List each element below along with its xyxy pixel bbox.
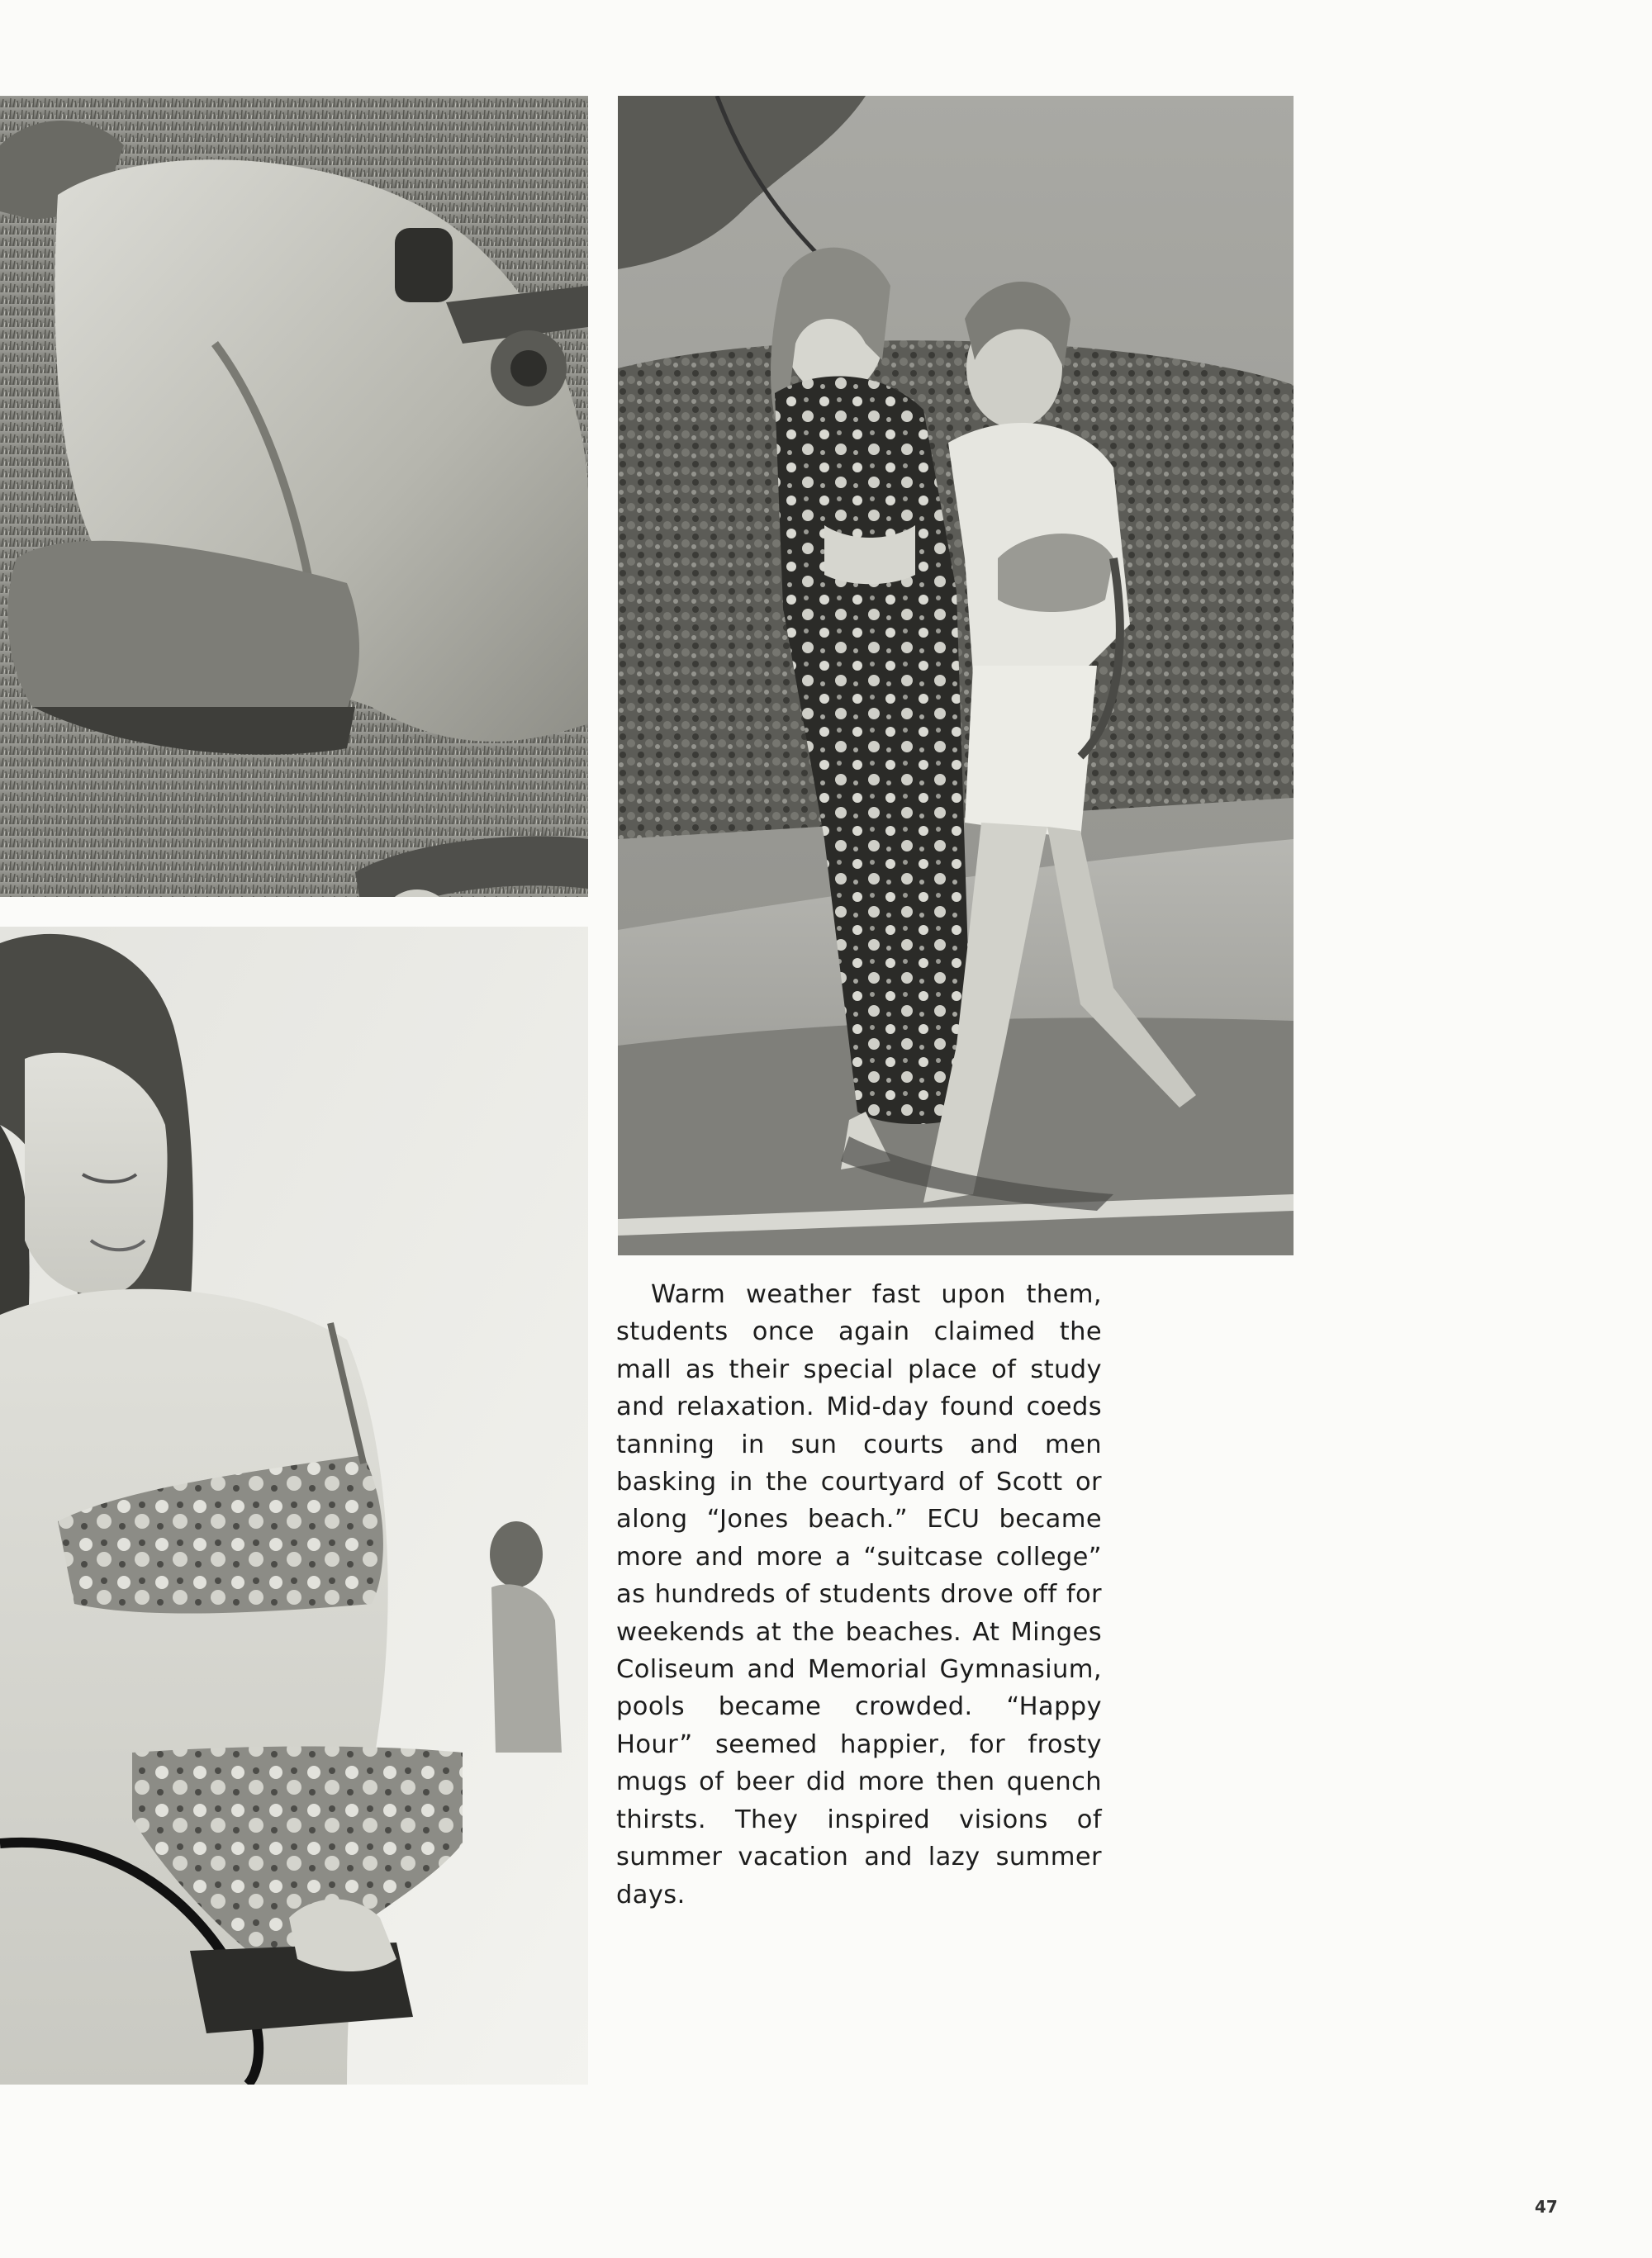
page-number: 47 (1535, 2197, 1558, 2217)
photo-caption: Warm weather fast upon them, students once again claimed the mall as their special place of study and relaxation. Mid-day found coeds tanning in sun courts and men basking in the courtyard of Scott or along “Jones beach.” ECU became more and more a “suitcase college” as hundreds of students drove off for weekends at the beaches. At Minges Coliseum and Memorial Gymnasium, pools became crowded. “Happy Hour” seemed happier, for frosty mugs of beer did more then quench thirsts. They inspired visions of summer vacation and lazy summer days. (616, 1280, 1102, 1909)
coed-swimsuit-bicycle-image (0, 927, 588, 2085)
coeds-walking-photo (618, 96, 1294, 1255)
coeds-walking-image (618, 96, 1294, 1255)
student-with-bicycle-image (0, 96, 588, 897)
student-with-bicycle-photo (0, 96, 588, 897)
coed-swimsuit-bicycle-photo (0, 927, 588, 2085)
